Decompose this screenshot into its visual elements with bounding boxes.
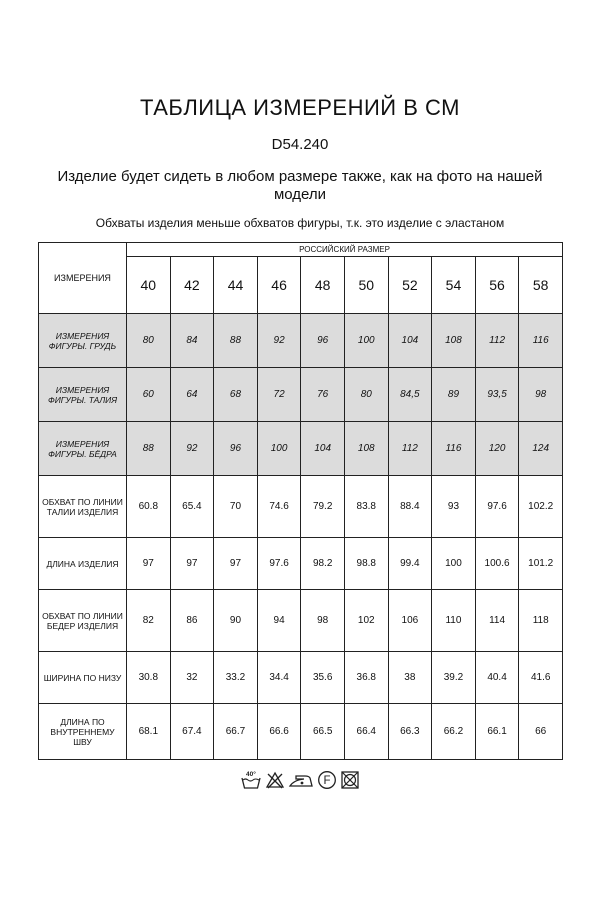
- table-cell: 68.1: [127, 704, 171, 760]
- table-cell: 80: [127, 314, 171, 368]
- row-label: ШИРИНА ПО НИЗУ: [39, 652, 127, 704]
- table-cell: 100: [257, 422, 301, 476]
- table-row: [39, 368, 563, 422]
- table-cell: 114: [475, 590, 519, 652]
- table-cell: 80: [344, 368, 388, 422]
- size-header-50: 50: [344, 256, 388, 313]
- wash-temp-label: 40°: [246, 771, 256, 778]
- table-cell: 88.4: [388, 476, 432, 538]
- row-label: ОБХВАТ ПО ЛИНИИ ТАЛИИ ИЗДЕЛИЯ: [39, 476, 127, 538]
- russian-size-header: РОССИЙСКИЙ РАЗМЕР: [127, 243, 563, 257]
- row-label: ОБХВАТ ПО ЛИНИИ БЕДЕР ИЗДЕЛИЯ: [39, 590, 127, 652]
- table-cell: 86: [170, 590, 214, 652]
- table-row: [39, 476, 563, 538]
- size-header-42: 42: [170, 256, 214, 313]
- table-cell: 66.6: [257, 704, 301, 760]
- table-cell: 66.3: [388, 704, 432, 760]
- table-cell: 84,5: [388, 368, 432, 422]
- table-cell: 66.4: [344, 704, 388, 760]
- size-header-54: 54: [432, 256, 476, 313]
- table-cell: 68: [214, 368, 258, 422]
- table-cell: 84: [170, 314, 214, 368]
- table-cell: 89: [432, 368, 476, 422]
- table-cell: 60.8: [127, 476, 171, 538]
- table-row: [39, 314, 563, 368]
- table-cell: 100: [344, 314, 388, 368]
- dry-clean-letter: F: [323, 775, 331, 788]
- table-row: [39, 652, 563, 704]
- table-cell: 79.2: [301, 476, 345, 538]
- table-cell: 72: [257, 368, 301, 422]
- table-cell: 116: [432, 422, 476, 476]
- table-cell: 66: [519, 704, 563, 760]
- table-cell: 96: [301, 314, 345, 368]
- table-cell: 108: [344, 422, 388, 476]
- table-cell: 100.6: [475, 538, 519, 590]
- wash-40-icon: [240, 770, 262, 790]
- size-header-48: 48: [301, 256, 345, 313]
- measurements-header: ИЗМЕРЕНИЯ: [39, 243, 127, 314]
- size-header-40: 40: [127, 256, 171, 313]
- row-label: ИЗМЕРЕНИЯ ФИГУРЫ. ГРУДЬ: [39, 314, 127, 368]
- table-cell: 30.8: [127, 652, 171, 704]
- row-label: ИЗМЕРЕНИЯ ФИГУРЫ. БЁДРА: [39, 422, 127, 476]
- no-bleach-icon: [265, 770, 285, 790]
- table-cell: 97: [214, 538, 258, 590]
- row-label: ДЛИНА ПО ВНУТРЕННЕМУ ШВУ: [39, 704, 127, 760]
- table-row: [39, 704, 563, 760]
- table-cell: 116: [519, 314, 563, 368]
- table-cell: 112: [388, 422, 432, 476]
- table-cell: 83.8: [344, 476, 388, 538]
- size-table: [38, 242, 563, 760]
- page-title: ТАБЛИЦА ИЗМЕРЕНИЙ В СМ: [140, 95, 460, 120]
- iron-low-icon: [288, 770, 314, 790]
- table-cell: 41.6: [519, 652, 563, 704]
- table-cell: 102.2: [519, 476, 563, 538]
- table-cell: 40.4: [475, 652, 519, 704]
- table-cell: 66.1: [475, 704, 519, 760]
- table-cell: 66.5: [301, 704, 345, 760]
- table-cell: 92: [170, 422, 214, 476]
- table-cell: 65.4: [170, 476, 214, 538]
- table-cell: 98.2: [301, 538, 345, 590]
- table-cell: 34.4: [257, 652, 301, 704]
- table-cell: 93: [432, 476, 476, 538]
- table-cell: 100: [432, 538, 476, 590]
- table-cell: 106: [388, 590, 432, 652]
- table-cell: 36.8: [344, 652, 388, 704]
- table-cell: 98: [301, 590, 345, 652]
- table-cell: 108: [432, 314, 476, 368]
- table-cell: 66.2: [432, 704, 476, 760]
- size-header-52: 52: [388, 256, 432, 313]
- table-cell: 90: [214, 590, 258, 652]
- table-row: [39, 590, 563, 652]
- size-header-56: 56: [475, 256, 519, 313]
- size-header-44: 44: [214, 256, 258, 313]
- table-cell: 66.7: [214, 704, 258, 760]
- table-cell: 97.6: [475, 476, 519, 538]
- table-cell: 118: [519, 590, 563, 652]
- table-cell: 32: [170, 652, 214, 704]
- table-cell: 74.6: [257, 476, 301, 538]
- table-cell: 104: [301, 422, 345, 476]
- table-cell: 97: [127, 538, 171, 590]
- size-header-58: 58: [519, 256, 563, 313]
- table-cell: 76: [301, 368, 345, 422]
- row-label: ДЛИНА ИЗДЕЛИЯ: [39, 538, 127, 590]
- no-tumble-dry-icon: [340, 770, 360, 790]
- dry-clean-f-icon: [317, 770, 337, 790]
- table-cell: 97.6: [257, 538, 301, 590]
- table-cell: 120: [475, 422, 519, 476]
- fit-note: Изделие будет сидеть в любом размере также, как на фото на нашей модели: [57, 168, 543, 203]
- table-row: [39, 422, 563, 476]
- size-header-46: 46: [257, 256, 301, 313]
- article-code: D54.240: [271, 136, 329, 153]
- table-cell: 102: [344, 590, 388, 652]
- table-cell: 38: [388, 652, 432, 704]
- table-cell: 67.4: [170, 704, 214, 760]
- table-cell: 97: [170, 538, 214, 590]
- table-cell: 70: [214, 476, 258, 538]
- table-cell: 35.6: [301, 652, 345, 704]
- table-cell: 112: [475, 314, 519, 368]
- table-cell: 92: [257, 314, 301, 368]
- table-cell: 88: [214, 314, 258, 368]
- table-cell: 104: [388, 314, 432, 368]
- row-label: ИЗМЕРЕНИЯ ФИГУРЫ. ТАЛИЯ: [39, 368, 127, 422]
- table-cell: 110: [432, 590, 476, 652]
- table-cell: 124: [519, 422, 563, 476]
- table-cell: 82: [127, 590, 171, 652]
- table-cell: 93,5: [475, 368, 519, 422]
- table-cell: 98.8: [344, 538, 388, 590]
- care-icons: [0, 770, 600, 790]
- table-cell: 99.4: [388, 538, 432, 590]
- table-cell: 101.2: [519, 538, 563, 590]
- table-cell: 33.2: [214, 652, 258, 704]
- table-cell: 39.2: [432, 652, 476, 704]
- table-cell: 98: [519, 368, 563, 422]
- table-cell: 88: [127, 422, 171, 476]
- table-cell: 64: [170, 368, 214, 422]
- stretch-note: Обхваты изделия меньше обхватов фигуры, т.к. это изделие с эластаном: [95, 216, 505, 230]
- table-row: [39, 538, 563, 590]
- table-cell: 94: [257, 590, 301, 652]
- table-cell: 60: [127, 368, 171, 422]
- table-cell: 96: [214, 422, 258, 476]
